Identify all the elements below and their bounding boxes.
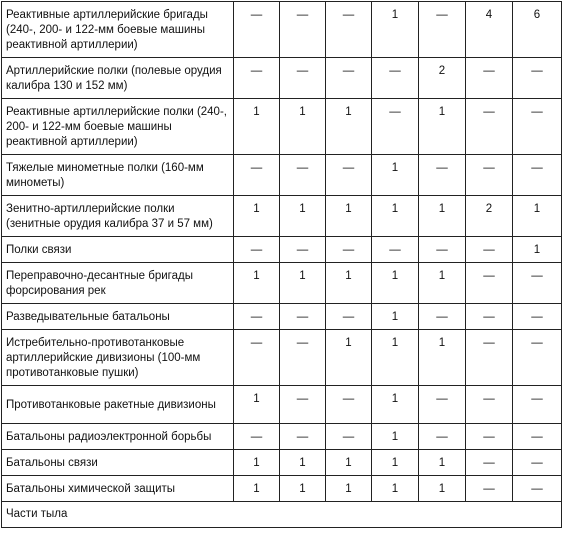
table-cell: — (466, 99, 513, 155)
table-cell: 1 (419, 196, 466, 237)
table-cell: — (513, 386, 562, 424)
row-label: Реактивные артиллерийские бригады (240-, 200- и 122-мм боевые машины реактивной артиллерии) (2, 2, 234, 58)
row-label: Тяжелые минометные полки (160-мм минометы) (2, 155, 234, 196)
footer-row (2, 502, 562, 528)
table-cell: — (466, 450, 513, 476)
table-cell: 1 (372, 330, 419, 386)
table-cell: 1 (419, 450, 466, 476)
table-cell: 4 (466, 2, 513, 58)
row-label: Батальоны радиоэлектронной борьбы (2, 424, 234, 450)
table-cell: — (280, 424, 326, 450)
table-cell: — (513, 450, 562, 476)
row-label: Истребительно-противотанковые артиллерийские дивизионы (100-мм противотанковые пушки) (2, 330, 234, 386)
table-cell: 1 (234, 386, 280, 424)
table-cell: 1 (234, 99, 280, 155)
row-label: Полки связи (2, 237, 234, 263)
row-label: Батальоны связи (2, 450, 234, 476)
table-cell: — (466, 476, 513, 502)
table-cell: 1 (234, 196, 280, 237)
row-label: Противотанковые ракетные дивизионы (2, 386, 234, 424)
row-label: Батальоны химической защиты (2, 476, 234, 502)
table-row (2, 196, 562, 237)
table-cell: 1 (326, 99, 372, 155)
table-row (2, 237, 562, 263)
table-cell: — (513, 330, 562, 386)
table-cell: 2 (419, 58, 466, 99)
table-cell: — (513, 263, 562, 304)
table-cell: — (513, 304, 562, 330)
table-cell: — (419, 2, 466, 58)
row-label: Переправочно-десантные бригады форсирования рек (2, 263, 234, 304)
table-cell: — (466, 424, 513, 450)
table-cell: 1 (419, 263, 466, 304)
table-body (2, 2, 562, 528)
table-cell: — (466, 155, 513, 196)
table-row (2, 2, 562, 58)
footer-label: Части тыла (2, 502, 562, 528)
table-cell: — (419, 424, 466, 450)
table-row (2, 330, 562, 386)
table-row (2, 155, 562, 196)
row-label: Реактивные артиллерийские полки (240-, 200- и 122-мм боевые машины реактивной артиллерии) (2, 99, 234, 155)
row-label: Зенитно-артиллерийские полки (зенитные орудия калибра 37 и 57 мм) (2, 196, 234, 237)
table-cell: — (419, 386, 466, 424)
table-cell: — (234, 304, 280, 330)
table-cell: — (280, 58, 326, 99)
table-cell: 1 (326, 263, 372, 304)
table-cell: — (372, 237, 419, 263)
table-cell: — (326, 386, 372, 424)
table-cell: 1 (513, 196, 562, 237)
table-cell: — (280, 237, 326, 263)
table-cell: — (513, 155, 562, 196)
table-cell: 1 (372, 304, 419, 330)
table-cell: — (513, 99, 562, 155)
table-cell: — (513, 58, 562, 99)
table-cell: 1 (326, 450, 372, 476)
table-cell: 1 (372, 386, 419, 424)
table-cell: — (466, 304, 513, 330)
table-cell: — (234, 2, 280, 58)
table-cell: 1 (280, 99, 326, 155)
table-cell: — (326, 2, 372, 58)
table-cell: — (372, 99, 419, 155)
table-cell: — (326, 237, 372, 263)
table-cell: 6 (513, 2, 562, 58)
table-cell: — (326, 424, 372, 450)
organization-table (1, 1, 562, 528)
table-cell: 1 (419, 99, 466, 155)
table-cell: — (234, 155, 280, 196)
table-cell: — (419, 304, 466, 330)
table-cell: — (280, 2, 326, 58)
table-cell: 1 (280, 263, 326, 304)
table-cell: 1 (372, 2, 419, 58)
table-cell: 1 (419, 476, 466, 502)
table-cell: — (280, 155, 326, 196)
table-cell: — (466, 330, 513, 386)
table-row (2, 263, 562, 304)
table-cell: 1 (280, 476, 326, 502)
table-cell: 1 (419, 330, 466, 386)
table-cell: — (513, 476, 562, 502)
table-cell: 1 (372, 450, 419, 476)
table-cell: 1 (513, 237, 562, 263)
table-cell: — (466, 58, 513, 99)
table-cell: 1 (280, 196, 326, 237)
table-cell: — (234, 237, 280, 263)
row-label: Артиллерийские полки (полевые орудия калибра 130 и 152 мм) (2, 58, 234, 99)
table-cell: 1 (372, 263, 419, 304)
table-cell: — (280, 304, 326, 330)
table-cell: — (326, 304, 372, 330)
table-row (2, 58, 562, 99)
table-cell: — (466, 237, 513, 263)
table-cell: 1 (372, 196, 419, 237)
table-row (2, 386, 562, 424)
table-row (2, 424, 562, 450)
table-row (2, 450, 562, 476)
table-cell: — (372, 58, 419, 99)
table-cell: 1 (234, 263, 280, 304)
table-cell: 2 (466, 196, 513, 237)
row-label: Разведывательные батальоны (2, 304, 234, 330)
table-cell: 1 (372, 424, 419, 450)
table-row (2, 304, 562, 330)
table-row (2, 99, 562, 155)
table-cell: 1 (234, 476, 280, 502)
table-cell: — (280, 386, 326, 424)
table-cell: 1 (372, 155, 419, 196)
table-cell: 1 (326, 476, 372, 502)
table-row (2, 476, 562, 502)
table-cell: — (234, 58, 280, 99)
table-cell: 1 (234, 450, 280, 476)
table-cell: 1 (326, 196, 372, 237)
table-cell: 1 (372, 476, 419, 502)
table-cell: — (513, 424, 562, 450)
table-cell: — (326, 155, 372, 196)
table-cell: 1 (280, 450, 326, 476)
table-cell: — (326, 58, 372, 99)
table-cell: — (419, 237, 466, 263)
table-cell: — (466, 263, 513, 304)
table-cell: — (466, 386, 513, 424)
table-cell: — (419, 155, 466, 196)
table-cell: 1 (326, 330, 372, 386)
table-cell: — (234, 424, 280, 450)
table-cell: — (234, 330, 280, 386)
table-cell: — (280, 330, 326, 386)
